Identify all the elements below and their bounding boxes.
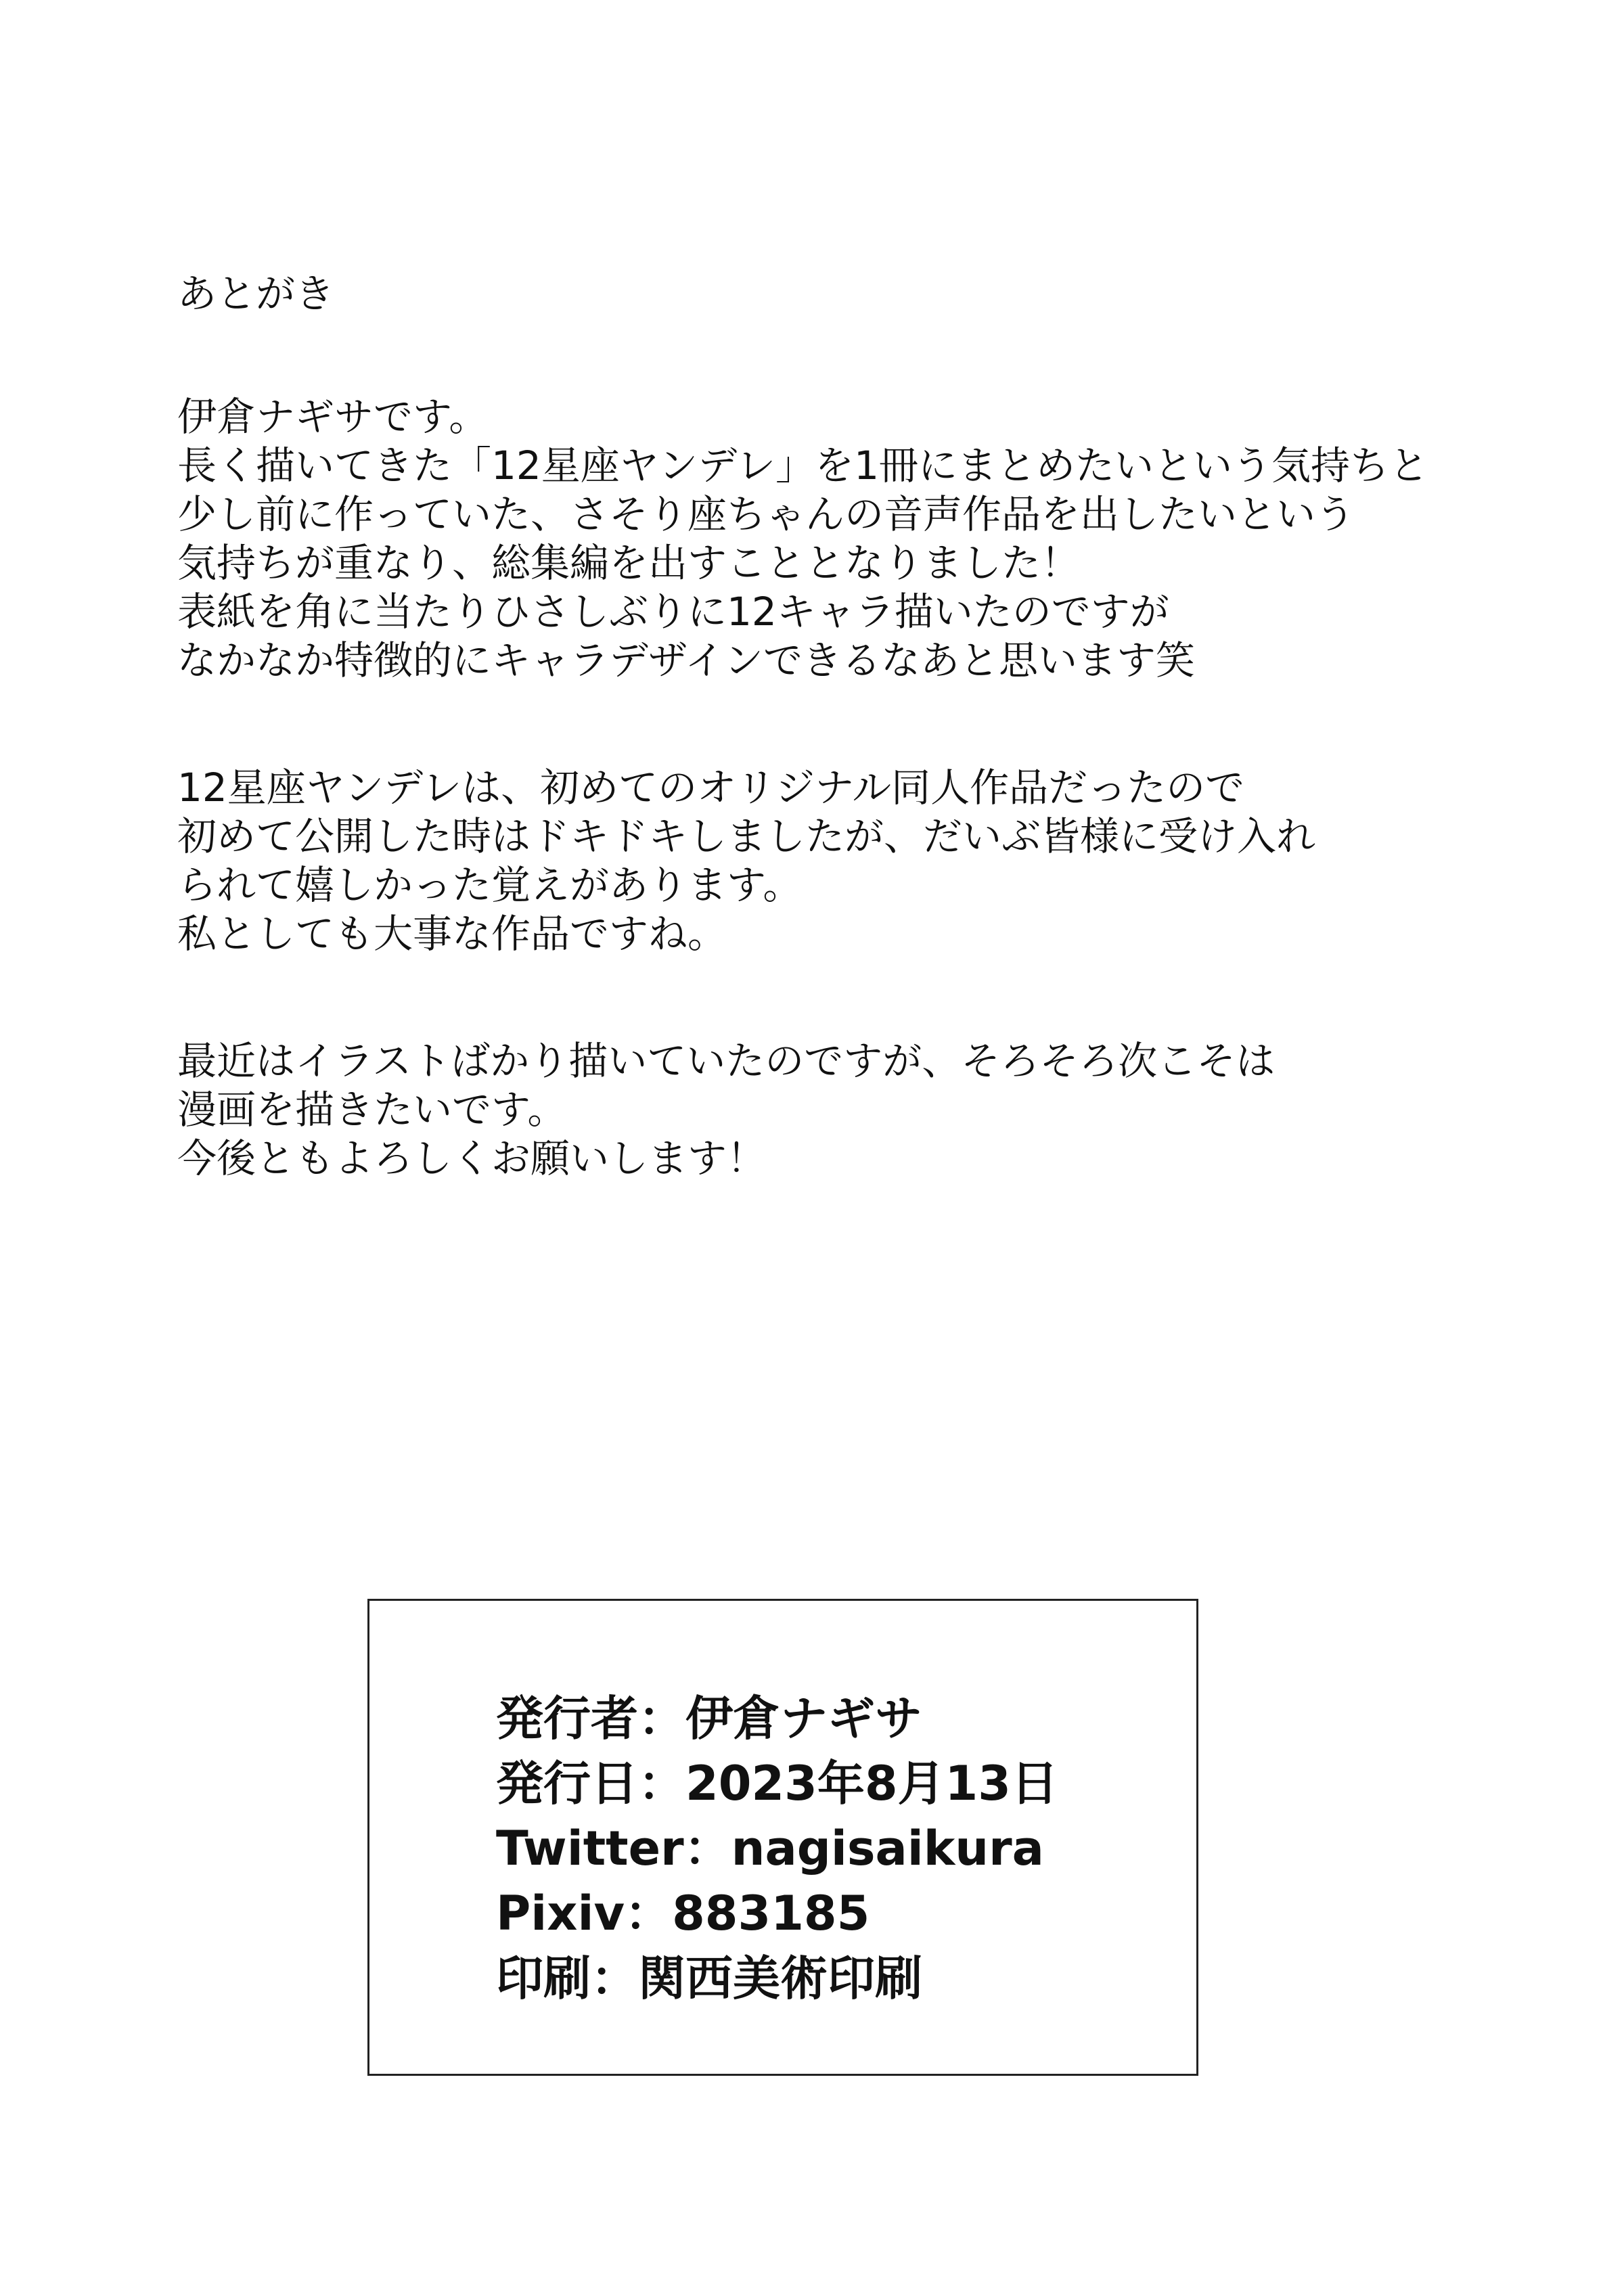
- paragraph-3: [177, 1037, 1558, 1183]
- paragraph-2: [177, 763, 1558, 958]
- colophon-twitter: [496, 1816, 1058, 1881]
- paragraph-line: 漫画を描きたいです。: [177, 1087, 567, 1133]
- paragraph-line: 初めて公開した時はドキドキしましたが、だいぶ皆様に受け入れ: [177, 813, 1316, 859]
- paragraph-line: 最近はイラストばかり描いていたのですが、そろそろ次こそは: [177, 1038, 1276, 1084]
- colophon-label: Pixiv：: [496, 1886, 673, 1941]
- colophon-pixiv: [496, 1881, 1058, 1946]
- paragraph-line: 12星座ヤンデレは、初めてのオリジナル同人作品だったので: [177, 765, 1245, 811]
- colophon-label: 発行日：: [496, 1756, 685, 1811]
- colophon-value: 関西美術印刷: [638, 1951, 922, 2006]
- paragraph-line: なかなか特徴的にキャラデザインできるなあと思います笑: [177, 637, 1195, 683]
- colophon-value: 伊倉ナギサ: [685, 1691, 922, 1746]
- paragraph-1: [177, 392, 1558, 685]
- paragraph-line: 長く描いてきた「12星座ヤンデレ」を1冊にまとめたいという気持ちと: [177, 442, 1428, 489]
- colophon-value: 883185: [672, 1886, 870, 1941]
- paragraph-line: 表紙を角に当たりひさしぶりに12キャラ描いたのですが: [177, 589, 1169, 635]
- colophon-label: 発行者：: [496, 1691, 685, 1746]
- afterword-section: [177, 269, 1558, 1261]
- colophon-box: [367, 1599, 1198, 2076]
- paragraph-line: 少し前に作っていた、さそり座ちゃんの音声作品を出したいという: [177, 491, 1355, 537]
- paragraph-line: 今後ともよろしくお願いします！: [177, 1135, 767, 1181]
- paragraph-line: 伊倉ナギサです。: [177, 394, 489, 440]
- paragraph-line: られて嬉しかった覚えがあります。: [177, 862, 803, 908]
- colophon-label: 印刷：: [496, 1951, 638, 2006]
- colophon-rows: [496, 1686, 1058, 2011]
- colophon-printer: [496, 1946, 1058, 2011]
- colophon-date: [496, 1751, 1058, 1816]
- afterword-heading: あとがき: [177, 271, 335, 317]
- paragraph-line: 気持ちが重なり、総集編を出すこととなりました！: [177, 540, 1081, 586]
- colophon-value: nagisaikura: [731, 1821, 1044, 1876]
- colophon-publisher: [496, 1686, 1058, 1751]
- paragraph-line: 私としても大事な作品ですね。: [177, 911, 727, 957]
- colophon-label: Twitter：: [496, 1821, 731, 1876]
- colophon-value: 2023年8月13日: [685, 1756, 1058, 1811]
